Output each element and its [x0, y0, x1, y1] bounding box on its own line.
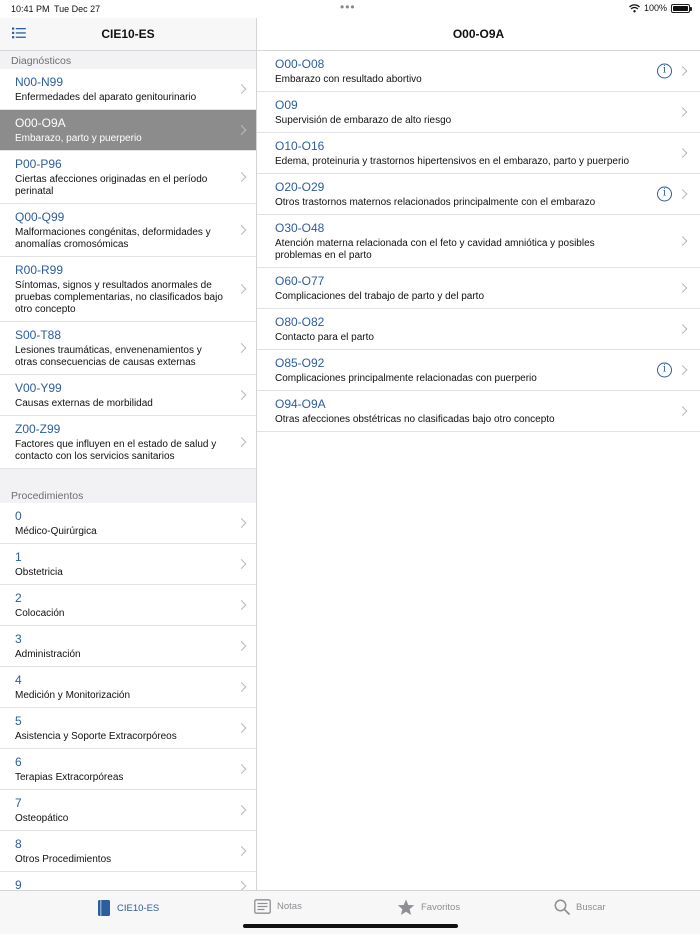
row-desc: Factores que influyen en el estado de salud y contacto con los servicios sanitarios — [15, 439, 217, 462]
row-code: P00-P96 — [15, 157, 62, 171]
diagnostic-row-selected[interactable] — [0, 110, 256, 151]
procedure-row[interactable] — [0, 503, 256, 544]
row-desc: Otros Procedimientos — [15, 854, 112, 865]
detail-pane — [257, 18, 700, 890]
chevron-right-icon — [678, 283, 688, 293]
tab-label: Favoritos — [421, 902, 461, 913]
procedure-row[interactable] — [0, 872, 256, 890]
row-code: O09 — [275, 98, 298, 112]
row-desc: Embarazo con resultado abortivo — [275, 74, 422, 85]
procedure-row[interactable] — [0, 831, 256, 872]
detail-title: O00-O9A — [452, 27, 505, 41]
detail-navbar — [257, 18, 700, 51]
row-desc: Lesiones traumáticas, envenenamientos y otras consecuencias de causas externas — [15, 345, 202, 368]
info-icon[interactable]: i — [657, 363, 672, 378]
chevron-right-icon — [678, 236, 688, 246]
procedure-row[interactable] — [0, 544, 256, 585]
row-code: Q00-Q99 — [15, 210, 65, 224]
row-code: 6 — [15, 755, 22, 769]
row-desc: Ciertas afecciones originadas en el período perinatal — [15, 174, 208, 197]
diagnostic-row[interactable] — [0, 257, 256, 322]
status-bar — [0, 0, 700, 18]
row-code: 4 — [15, 673, 22, 687]
chevron-right-icon — [678, 365, 688, 375]
sidebar — [0, 18, 257, 890]
chevron-right-icon — [237, 682, 247, 692]
star-icon — [397, 899, 415, 916]
status-date: Tue Dec 27 — [54, 4, 101, 14]
tab-notas[interactable] — [254, 899, 302, 914]
row-code: O80-O82 — [275, 315, 325, 329]
row-desc: Complicaciones del trabajo de parto y del parto — [275, 291, 485, 302]
procedures-header: Procedimientos — [11, 490, 84, 502]
diagnostic-row[interactable] — [0, 204, 256, 257]
row-desc: Embarazo, parto y puerperio — [15, 133, 142, 144]
diagnostic-row[interactable] — [0, 416, 256, 469]
chevron-right-icon — [237, 518, 247, 528]
row-code: S00-T88 — [15, 328, 62, 342]
notes-icon — [254, 899, 271, 914]
row-desc: Medición y Monitorización — [15, 690, 131, 701]
search-icon — [554, 899, 570, 915]
row-code: 7 — [15, 796, 22, 810]
chevron-right-icon — [678, 189, 688, 199]
row-code: O30-O48 — [275, 221, 325, 235]
row-code: N00-N99 — [15, 75, 64, 89]
wifi-icon — [629, 4, 640, 13]
tab-favoritos[interactable] — [397, 899, 460, 916]
row-desc: Otras afecciones obstétricas no clasificadas bajo otro concepto — [275, 414, 555, 425]
tab-cie10[interactable] — [97, 899, 159, 917]
category-row[interactable] — [257, 309, 700, 350]
row-code: O00-O9A — [15, 116, 66, 130]
row-desc: Colocación — [15, 608, 65, 619]
row-code: R00-R99 — [15, 263, 64, 277]
info-icon[interactable]: i — [657, 64, 672, 79]
battery-icon — [671, 4, 690, 13]
category-row[interactable] — [257, 215, 700, 268]
row-desc: Causas externas de morbilidad — [15, 398, 153, 409]
row-desc: Osteopático — [15, 813, 69, 824]
row-code: O85-O92 — [275, 356, 325, 370]
row-desc: Atención materna relacionada con el feto y cavidad amniótica y posibles problemas en el parto — [275, 238, 595, 261]
procedure-row[interactable] — [0, 585, 256, 626]
chevron-right-icon — [237, 881, 247, 890]
procedure-row[interactable] — [0, 708, 256, 749]
chevron-right-icon — [237, 437, 247, 447]
tab-label: Buscar — [576, 901, 606, 913]
chevron-right-icon — [678, 148, 688, 158]
row-desc: Enfermedades del aparato genitourinario — [15, 92, 197, 103]
row-desc: Contacto para el parto — [275, 332, 374, 343]
chevron-right-icon — [237, 390, 247, 400]
row-desc: Edema, proteinuria y trastornos hipertensivos en el embarazo, parto y puerperio — [275, 156, 630, 167]
procedure-row[interactable] — [0, 749, 256, 790]
chevron-right-icon — [678, 324, 688, 334]
chevron-right-icon — [678, 406, 688, 416]
row-code: 3 — [15, 632, 22, 646]
row-desc: Asistencia y Soporte Extracorpóreos — [15, 731, 177, 742]
chevron-right-icon — [237, 641, 247, 651]
multitasking-dots-icon[interactable]: ••• — [340, 0, 356, 14]
chevron-right-icon — [237, 846, 247, 856]
home-indicator[interactable] — [243, 924, 458, 928]
sidebar-navbar — [0, 18, 256, 51]
chevron-right-icon — [237, 125, 247, 135]
tab-buscar[interactable] — [554, 899, 606, 915]
row-code: O10-O16 — [275, 139, 325, 153]
procedure-row[interactable] — [0, 626, 256, 667]
book-icon — [97, 899, 111, 917]
row-code: 5 — [15, 714, 22, 728]
procedure-row[interactable] — [0, 790, 256, 831]
chevron-right-icon — [237, 764, 247, 774]
row-code: O20-O29 — [275, 180, 325, 194]
category-row[interactable] — [257, 133, 700, 174]
row-code: O60-O77 — [275, 274, 325, 288]
sidebar-title: CIE10-ES — [101, 27, 155, 41]
row-desc: Síntomas, signos y resultados anormales de pruebas complementarias, no clasificados bajo otro concepto — [15, 280, 223, 315]
chevron-right-icon — [237, 805, 247, 815]
row-code: 8 — [15, 837, 22, 851]
chevron-right-icon — [237, 343, 247, 353]
category-row[interactable] — [257, 51, 700, 92]
row-desc: Médico-Quirúrgica — [15, 526, 97, 537]
row-code: 9 — [15, 878, 22, 890]
chevron-right-icon — [237, 284, 247, 294]
row-desc: Terapias Extracorpóreas — [15, 772, 124, 783]
chevron-right-icon — [678, 107, 688, 117]
chevron-right-icon — [237, 600, 247, 610]
diagnostic-row[interactable] — [0, 151, 256, 204]
row-code: Z00-Z99 — [15, 422, 61, 436]
row-desc: Malformaciones congénitas, deformidades y anomalías cromosómicas — [15, 227, 211, 250]
battery-percent: 100% — [643, 3, 667, 13]
row-desc: Complicaciones principalmente relacionadas con puerperio — [275, 373, 537, 384]
diagnostic-row[interactable] — [0, 322, 256, 375]
info-icon[interactable]: i — [657, 187, 672, 202]
tab-label: Notas — [277, 901, 302, 912]
row-code: 1 — [15, 550, 22, 564]
tab-label: CIE10-ES — [117, 902, 160, 914]
row-desc: Administración — [15, 649, 81, 660]
chevron-right-icon — [237, 172, 247, 182]
row-code: O00-O08 — [275, 57, 325, 71]
status-time: 10:41 PM — [11, 4, 50, 14]
chevron-right-icon — [237, 723, 247, 733]
procedure-row[interactable] — [0, 667, 256, 708]
row-desc: Otros trastornos maternos relacionados principalmente con el embarazo — [275, 197, 596, 208]
category-row[interactable] — [257, 268, 700, 309]
chevron-right-icon — [237, 225, 247, 235]
chevron-right-icon — [237, 559, 247, 569]
row-code: 0 — [15, 509, 22, 523]
row-desc: Obstetricia — [15, 567, 63, 578]
row-code: V00-Y99 — [15, 381, 62, 395]
category-row[interactable] — [257, 174, 700, 215]
category-row[interactable] — [257, 391, 700, 432]
diagnostic-row[interactable] — [0, 375, 256, 416]
category-row[interactable] — [257, 350, 700, 391]
row-code: 2 — [15, 591, 22, 605]
diagnostics-header: Diagnósticos — [11, 55, 72, 67]
category-row[interactable] — [257, 92, 700, 133]
chevron-right-icon — [237, 84, 247, 94]
row-code: O94-O9A — [275, 397, 326, 411]
chevron-right-icon — [678, 66, 688, 76]
diagnostic-row[interactable] — [0, 69, 256, 110]
row-desc: Supervisión de embarazo de alto riesgo — [275, 115, 452, 126]
